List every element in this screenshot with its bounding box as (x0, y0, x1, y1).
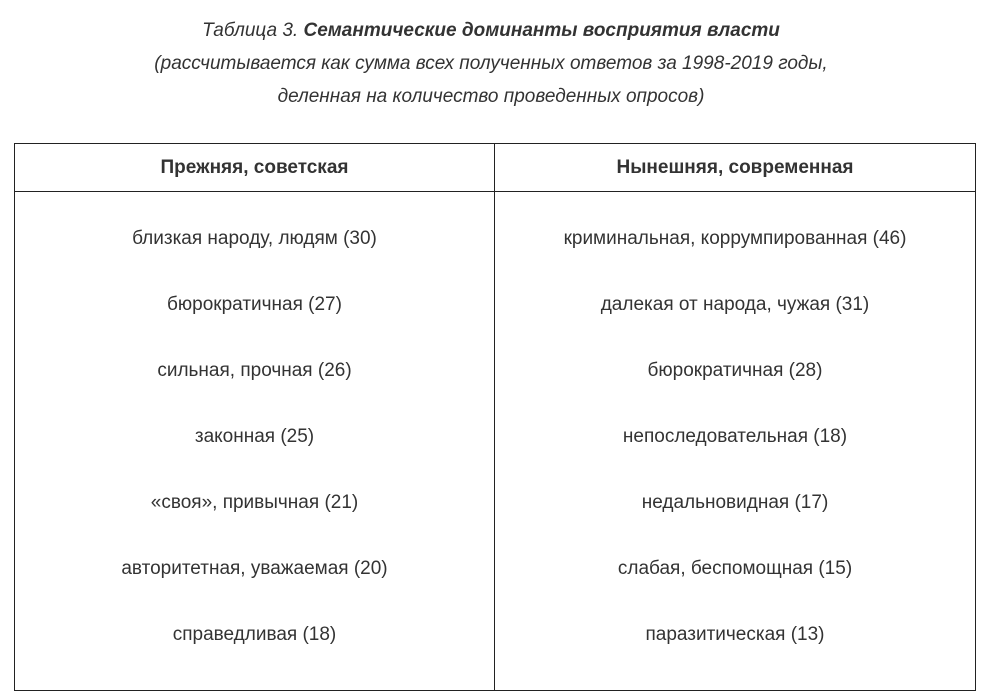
list-item: недальновидная (17) (641, 492, 829, 513)
list-item: криминальная, коррумпированная (46) (563, 228, 907, 249)
header-soviet: Прежняя, советская (15, 144, 495, 192)
body-row (15, 192, 976, 691)
list-item: бюрократичная (27) (167, 294, 342, 315)
modern-column (495, 192, 976, 691)
list-item: далекая от народа, чужая (31) (600, 294, 870, 315)
list-item: авторитетная, уважаемая (20) (121, 558, 388, 579)
list-item: законная (25) (194, 426, 315, 447)
table-caption (0, 14, 982, 113)
caption-line-2: (рассчитывается как сумма всех полученных ответов за 1998-2019 годы, (154, 53, 828, 74)
header-modern: Нынешняя, современная (495, 144, 976, 192)
soviet-column (15, 192, 495, 691)
list-item: слабая, беспомощная (15) (617, 558, 853, 579)
caption-prefix: Таблица 3. (202, 20, 304, 41)
list-item: «своя», привычная (21) (150, 492, 359, 513)
caption-line-3: деленная на количество проведенных опросов) (277, 86, 705, 107)
list-item: бюрократичная (28) (647, 360, 823, 381)
list-item: справедливая (18) (172, 624, 337, 645)
dominants-table (14, 143, 976, 691)
list-item: сильная, прочная (26) (157, 360, 352, 381)
header-row (15, 144, 976, 192)
caption-line-1 (0, 14, 982, 47)
caption-title: Семантические доминанты восприятия власти (303, 20, 780, 41)
list-item: паразитическая (13) (645, 624, 825, 645)
list-item: близкая народу, людям (30) (132, 228, 377, 249)
list-item: непоследовательная (18) (622, 426, 848, 447)
